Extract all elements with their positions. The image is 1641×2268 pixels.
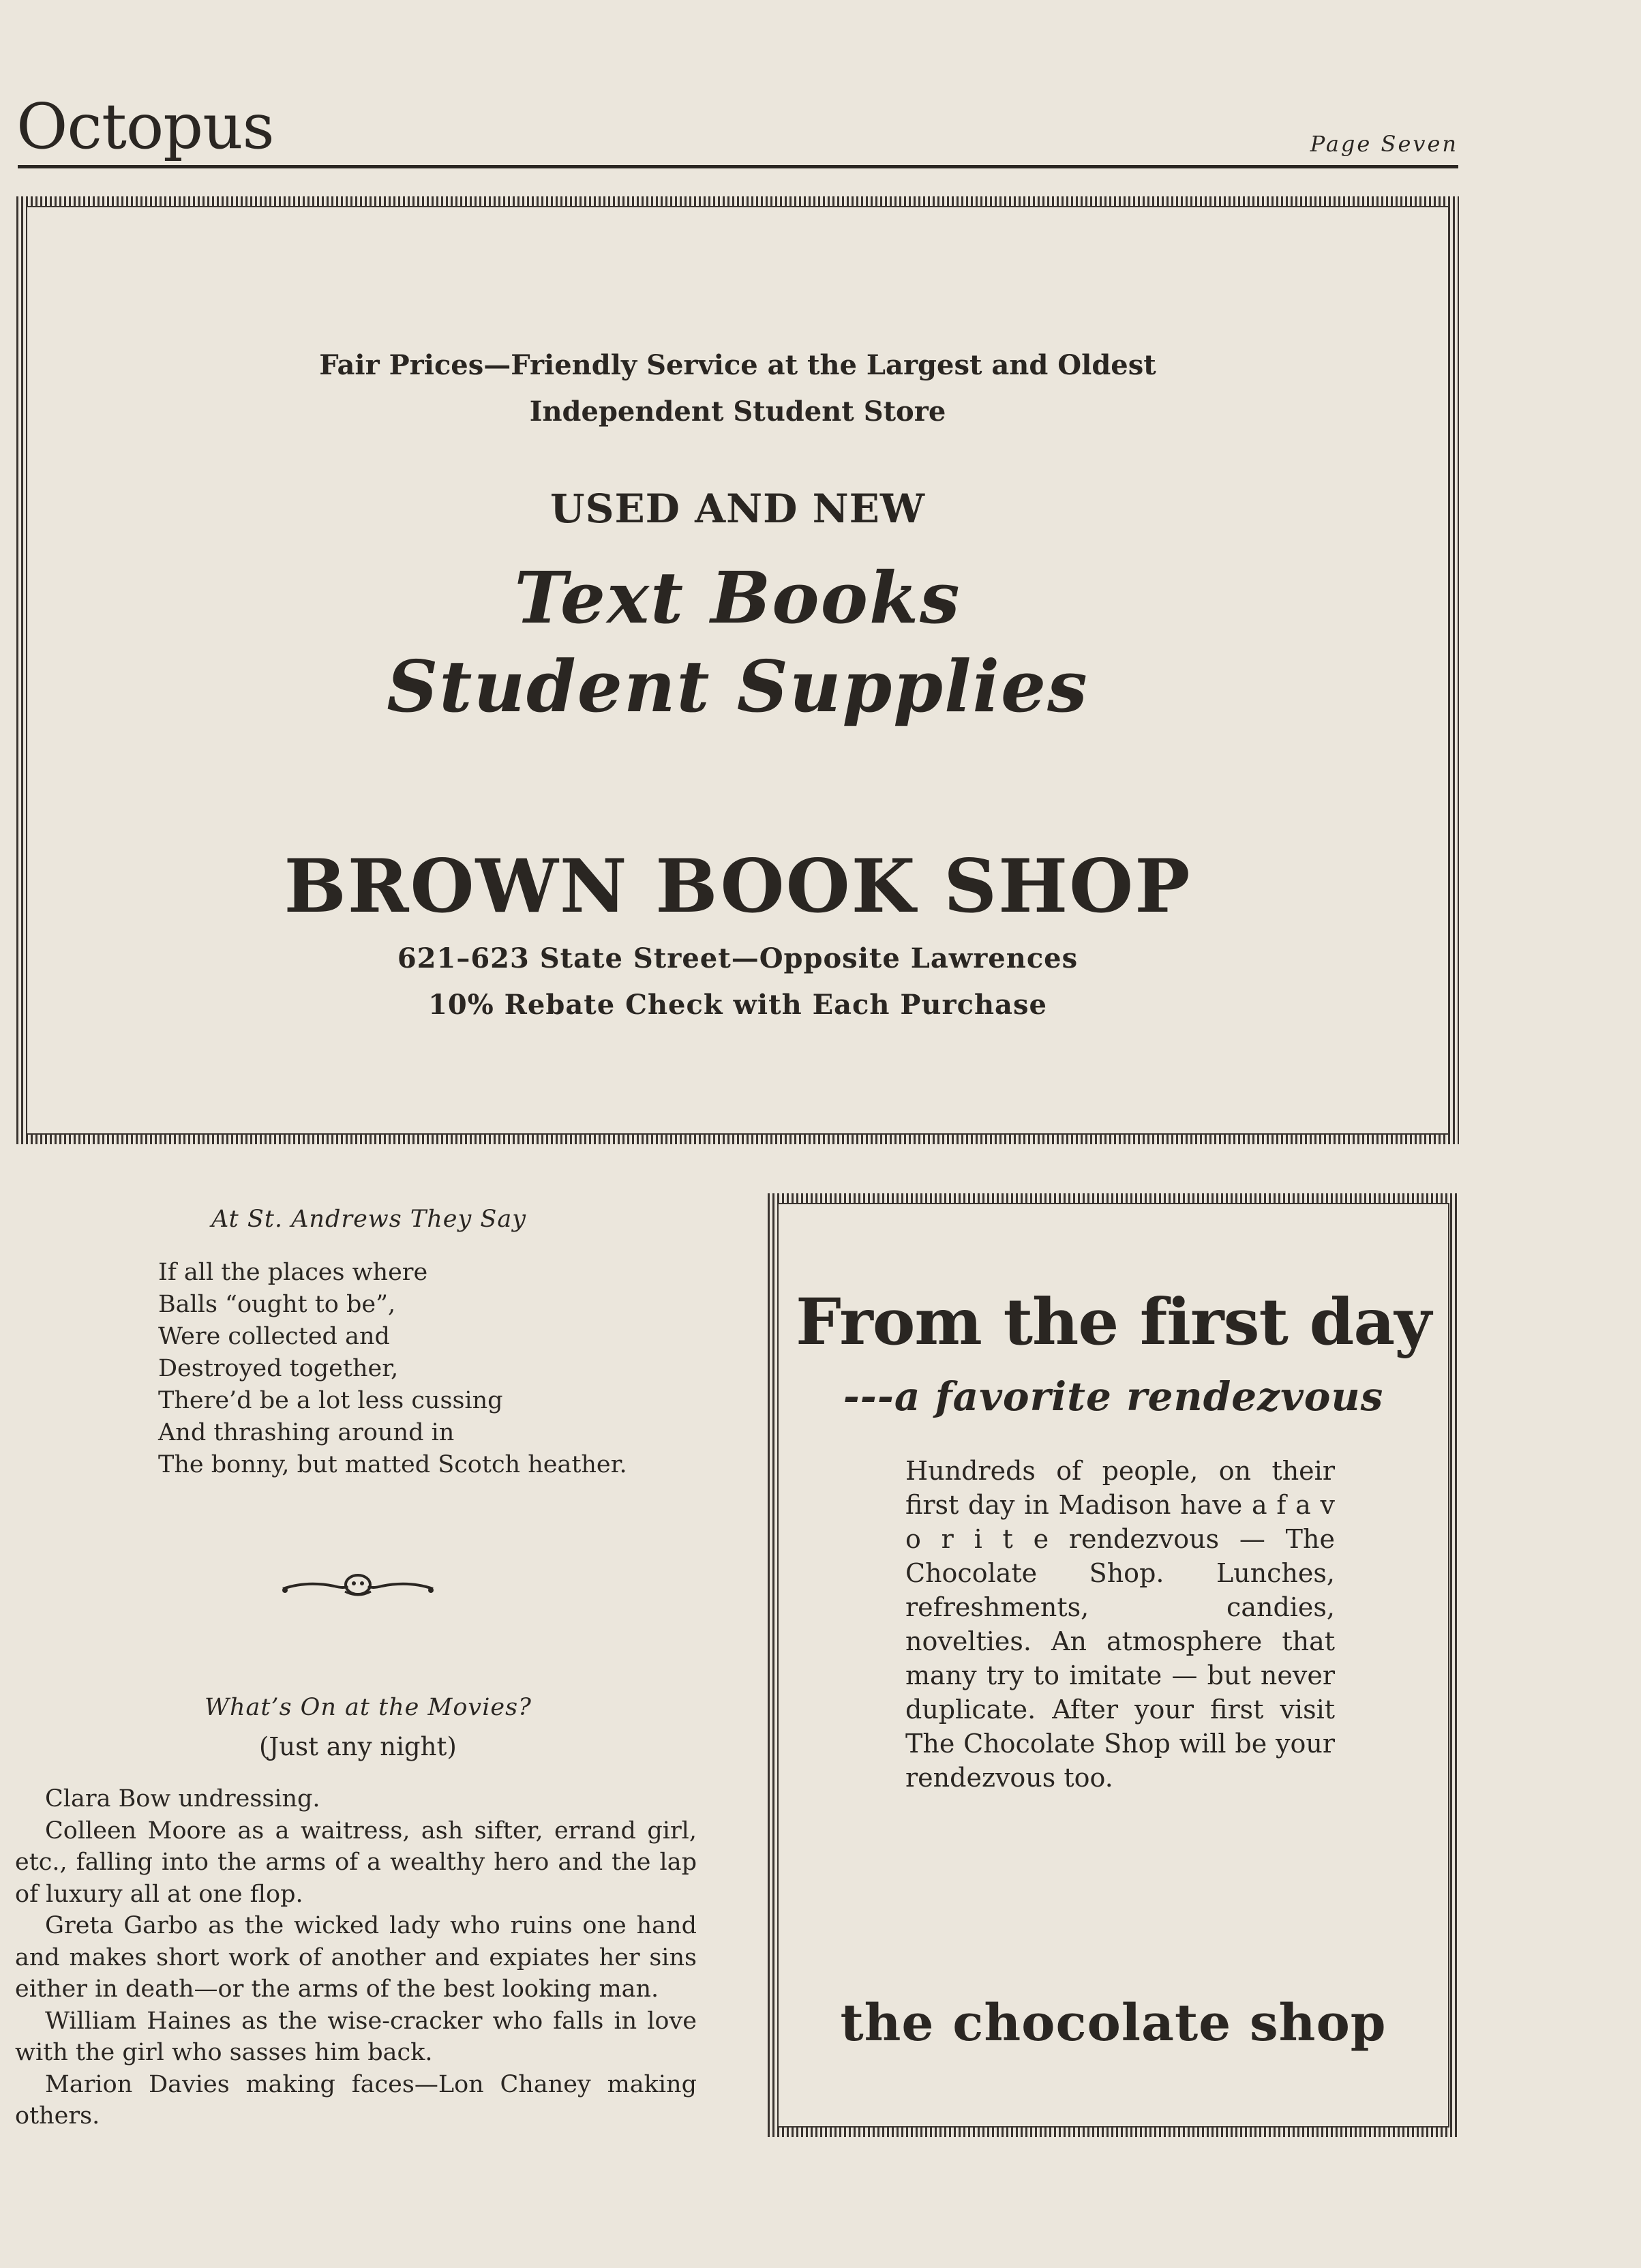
movies-paragraph: Marion Davies making faces—Lon Chaney making others. xyxy=(15,2070,697,2130)
ad-product-textbooks: Text Books xyxy=(514,556,961,640)
ad-products xyxy=(26,554,1449,731)
ad-tagline-line1: Fair Prices—Friendly Service at the Largest and Oldest xyxy=(319,349,1156,381)
movies-paragraph: Greta Garbo as the wicked lady who ruins one hand and makes short work of another and expiates her sins either in death—or the arms of the best looking man. xyxy=(15,1912,697,2003)
ad-details xyxy=(26,936,1449,1028)
poem-line: Were collected and xyxy=(158,1323,390,1350)
ad-subhead: ---a favorite rendezvous xyxy=(843,1373,1384,1420)
movies-paragraph: Clara Bow undressing. xyxy=(45,1785,320,1812)
ad-address: 621–623 State Street—Opposite Lawrences xyxy=(397,942,1079,974)
ad-headline: From the first day xyxy=(796,1285,1431,1360)
ornament-divider-icon xyxy=(280,1568,436,1602)
movies-paragraph: Colleen Moore as a waitress, ash sifter, errand girl, etc., falling into the arms of a wealthy hero and the lap of luxury all at one flop. xyxy=(15,1817,697,1908)
ad-tagline-line2: Independent Student Store xyxy=(529,396,946,428)
ad-used-new: USED AND NEW xyxy=(549,486,926,532)
brown-book-shop-ad xyxy=(16,196,1459,1144)
poem-line: Balls “ought to be”, xyxy=(158,1291,396,1318)
movies-body xyxy=(15,1783,697,2132)
page-number: Page Seven xyxy=(1310,131,1458,157)
ad-footer-shop-name: the chocolate shop xyxy=(840,1994,1387,2053)
poem-line: And thrashing around in xyxy=(158,1419,455,1446)
poem-line: Destroyed together, xyxy=(158,1355,399,1382)
poem-line: The bonny, but matted Scotch heather. xyxy=(158,1451,627,1478)
ad-product-supplies: Student Supplies xyxy=(387,644,1089,728)
ad-body-text: Hundreds of people, on their first day in Madison have a f a v o r i t e rendezvous — The Chocolate Shop. Lunches, refreshments, candies, novelties. An atmosphere that many try to imitate — but never duplicate. After your first visit The Chocolate Shop will be your rendezvous too. xyxy=(905,1456,1335,1793)
movies-title: What’s On at the Movies? xyxy=(205,1694,532,1721)
poem-body xyxy=(158,1257,627,1481)
chocolate-shop-ad xyxy=(768,1193,1459,2137)
ad-tagline xyxy=(26,342,1449,435)
poem-line: There’d be a lot less cussing xyxy=(158,1387,503,1414)
poem-line: If all the places where xyxy=(158,1259,428,1286)
movies-paragraph: William Haines as the wise-cracker who falls in love with the girl who sasses him back. xyxy=(15,2007,697,2066)
poem-title: At St. Andrews They Say xyxy=(211,1206,526,1233)
ad-rebate: 10% Rebate Check with Each Purchase xyxy=(428,989,1047,1021)
ad-shop-name: BROWN BOOK SHOP xyxy=(284,844,1192,929)
header-rule xyxy=(18,165,1458,168)
movies-subtitle: (Just any night) xyxy=(259,1732,457,1761)
masthead-title: Octopus xyxy=(16,90,274,163)
